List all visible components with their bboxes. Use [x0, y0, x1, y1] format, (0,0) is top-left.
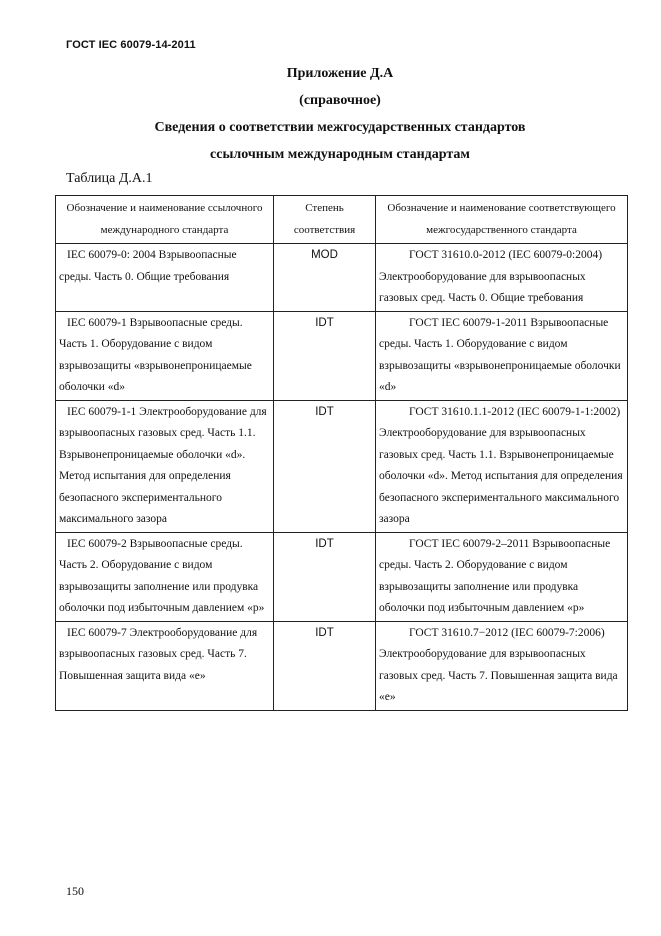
degree-cell: MOD — [274, 244, 376, 312]
appendix-title: Приложение Д.А — [286, 66, 394, 81]
correspondence-table — [55, 195, 628, 711]
intl-standard-cell: IEC 60079-2 Взрывоопасные среды. Часть 2. Оборудование с видом взрывозащиты заполнение или продувка оболочки под избыточным давлением «p» — [56, 532, 274, 621]
gost-standard-cell: ГОСТ IEC 60079-1-2011 Взрывоопасные среды. Часть 1. Оборудование с видом взрывозащиты «взрывонепроницаемые оболочки «d» — [376, 311, 628, 400]
table-row — [56, 532, 628, 621]
intl-standard-cell: IEC 60079-1-1 Электрооборудование для взрывоопасных газовых сред. Часть 1.1. Взрывонепроницаемые оболочки «d». Метод испытания для определения безопасного экспериментального максимального зазора — [56, 400, 274, 532]
intl-standard-cell: IEC 60079-0: 2004 Взрывоопасные среды. Часть 0. Общие требования — [56, 244, 274, 312]
table-label: Таблица Д.А.1 — [66, 171, 153, 186]
appendix-heading-line2: ссылочным международным стандартам — [210, 147, 470, 162]
table-row — [56, 244, 628, 312]
intl-standard-cell: IEC 60079-1 Взрывоопасные среды. Часть 1. Оборудование с видом взрывозащиты «взрывонепроницаемые оболочки «d» — [56, 311, 274, 400]
table-row — [56, 621, 628, 710]
header-degree: Степень соответствия — [274, 196, 376, 244]
degree-cell: IDT — [274, 621, 376, 710]
degree-cell: IDT — [274, 311, 376, 400]
gost-standard-cell: ГОСТ IEC 60079-2–2011 Взрывоопасные среды. Часть 2. Оборудование с видом взрывозащиты заполнение или продувка оболочки под избыточным давлением «p» — [376, 532, 628, 621]
document-code: ГОСТ IEC 60079-14-2011 — [66, 39, 196, 51]
table-header-row — [56, 196, 628, 244]
gost-standard-cell: ГОСТ 31610.7−2012 (IEC 60079-7:2006) Электрооборудование для взрывоопасных газовых сред. Часть 7. Повышенная защита вида «е» — [376, 621, 628, 710]
header-gost-standard: Обозначение и наименование соответствующего межгосударственного стандарта — [376, 196, 628, 244]
appendix-subtitle: (справочное) — [299, 93, 381, 108]
page-number: 150 — [66, 884, 84, 898]
table-row — [56, 400, 628, 532]
appendix-heading-line1: Сведения о соответствии межгосударственных стандартов — [154, 120, 526, 135]
intl-standard-cell: IEC 60079-7 Электрооборудование для взрывоопасных газовых сред. Часть 7. Повышенная защита вида «е» — [56, 621, 274, 710]
gost-standard-cell: ГОСТ 31610.0-2012 (IEC 60079-0:2004) Электрооборудование для взрывоопасных газовых сред. Часть 0. Общие требования — [376, 244, 628, 312]
gost-standard-cell: ГОСТ 31610.1.1-2012 (IEC 60079-1-1:2002) Электрооборудование для взрывоопасных газовых сред. Часть 1.1. Взрывонепроницаемые оболочки «d». Метод испытания для определения безопасного экспериментального максимального зазора — [376, 400, 628, 532]
degree-cell: IDT — [274, 400, 376, 532]
degree-cell: IDT — [274, 532, 376, 621]
table-row — [56, 311, 628, 400]
header-intl-standard: Обозначение и наименование ссылочного международного стандарта — [56, 196, 274, 244]
